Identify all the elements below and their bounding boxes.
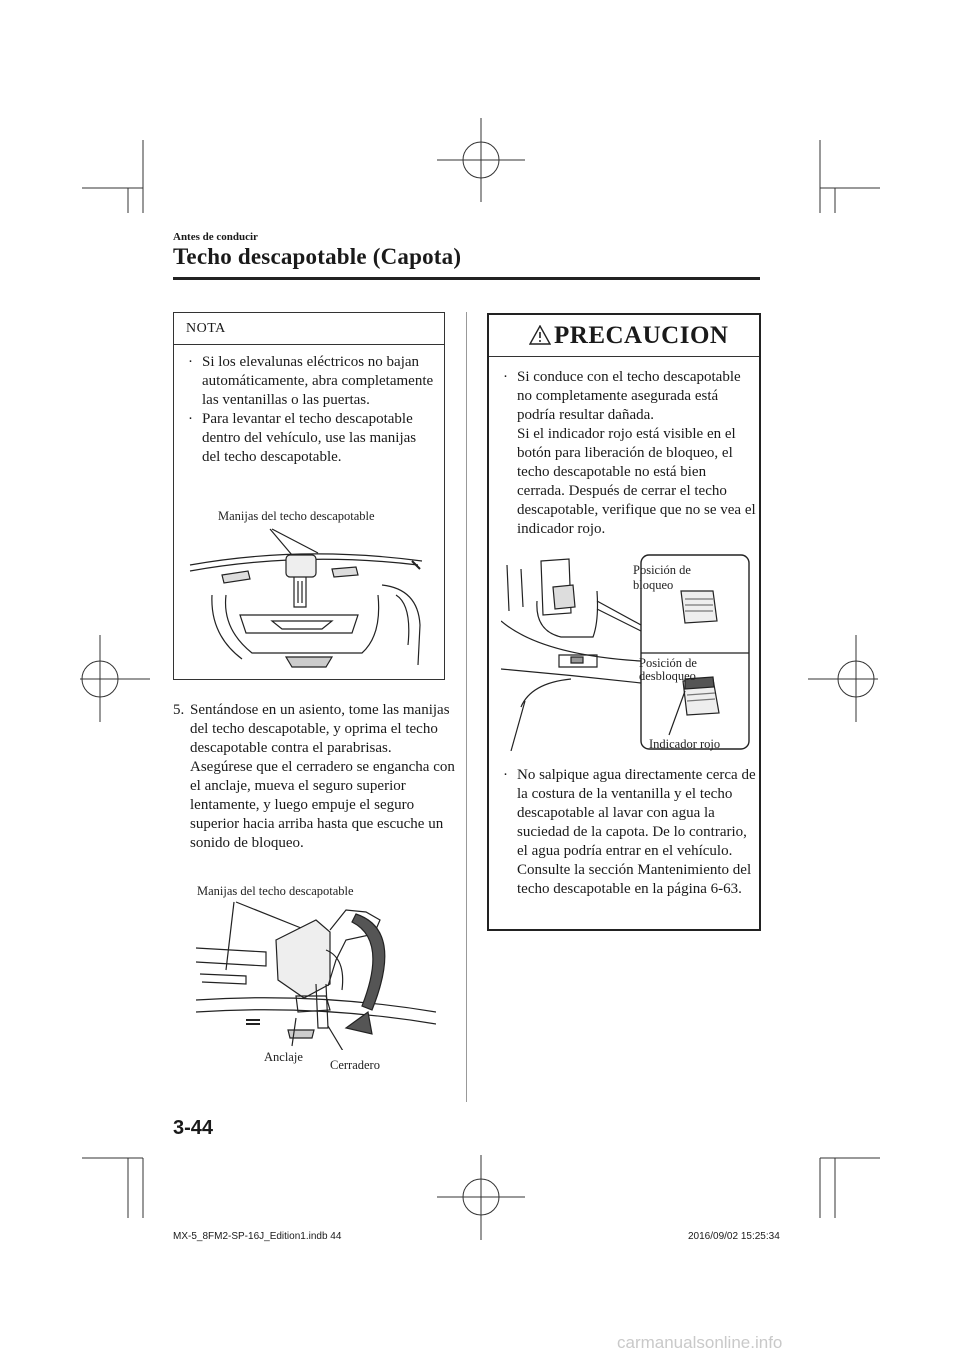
warning-triangle-icon xyxy=(529,325,551,345)
footer-timestamp: 2016/09/02 15:25:34 xyxy=(688,1231,780,1242)
precaucion-box xyxy=(487,313,761,931)
section-label: Antes de conducir xyxy=(173,231,258,243)
anchor-caption: Anclaje xyxy=(264,1050,303,1064)
title-rule xyxy=(173,277,760,280)
nota-item: · Para levantar el techo descapotable dentro del vehículo, use las manijas del techo descapotable. xyxy=(188,411,417,465)
bullet-icon: · xyxy=(503,369,508,385)
precaucion-item: · Si conduce con el techo descapotable no completamente asegurada está podría resultar dañada. Si el indicador rojo está visible en el botón para liberación de bloqueo, el techo descapotable no está bien cerrada. Después de cerrar el techo descapotable, verifique que no se vea el indicador rojo. xyxy=(503,369,756,537)
roof-handles-illustration xyxy=(182,525,436,671)
nota-figure-caption: Manijas del techo descapotable xyxy=(218,509,375,523)
precaucion-item: · No salpique agua directamente cerca de la costura de la ventanilla y el techo descapotable al lavar con agua la suciedad de la capota. De lo contrario, el agua podría entrar en el vehículo. Consulte la sección Mantenimiento del techo descapotable en la página 6-63. xyxy=(503,767,756,897)
step-number: 5. xyxy=(173,702,185,718)
bullet-icon: · xyxy=(188,411,193,427)
red-indicator-caption: Indicador rojo xyxy=(649,737,721,751)
column-divider xyxy=(466,312,467,1102)
step-text-2: Asegúrese que el cerradero se engancha con el anclaje, mueva el seguro superior lentamente, y luego empuje el seguro superior hacia arriba hasta que escuche un sonido de bloqueo. xyxy=(190,759,455,851)
nota-item: · Si los elevalunas eléctricos no bajan automáticamente, abra completamente las ventanillas o las puertas. xyxy=(188,354,434,408)
nota-header xyxy=(174,313,444,345)
precaucion-list-2 xyxy=(495,766,757,899)
nota-list xyxy=(180,353,438,467)
page-number: 3-44 xyxy=(173,1117,214,1139)
step-text: Sentándose en un asiento, tome las manijas del techo descapotable, y oprima el techo descapotable contra el parabrisas. xyxy=(190,702,450,756)
roof-latch-illustration xyxy=(196,900,436,1050)
footer-file-name: MX-5_8FM2-SP-16J_Edition1.indb 44 xyxy=(173,1231,342,1242)
precaucion-list-1 xyxy=(495,368,757,539)
precaucion-title: PRECAUCION xyxy=(554,322,729,349)
nota-title: NOTA xyxy=(186,321,226,336)
unlock-position-caption: Posición de desbloqueo xyxy=(639,656,697,683)
page-title: Techo descapotable (Capota) xyxy=(173,244,462,269)
handles-caption: Manijas del techo descapotable xyxy=(197,884,354,898)
lock-position-caption: Posición de bloqueo xyxy=(633,563,691,592)
nota-box xyxy=(173,312,445,680)
step-5 xyxy=(173,701,458,853)
bullet-icon: · xyxy=(188,354,193,370)
watermark: carmanualsonline.info xyxy=(617,1333,783,1352)
bullet-icon: · xyxy=(503,767,508,783)
latch-caption: Cerradero xyxy=(330,1058,380,1072)
precaucion-header xyxy=(489,315,759,357)
